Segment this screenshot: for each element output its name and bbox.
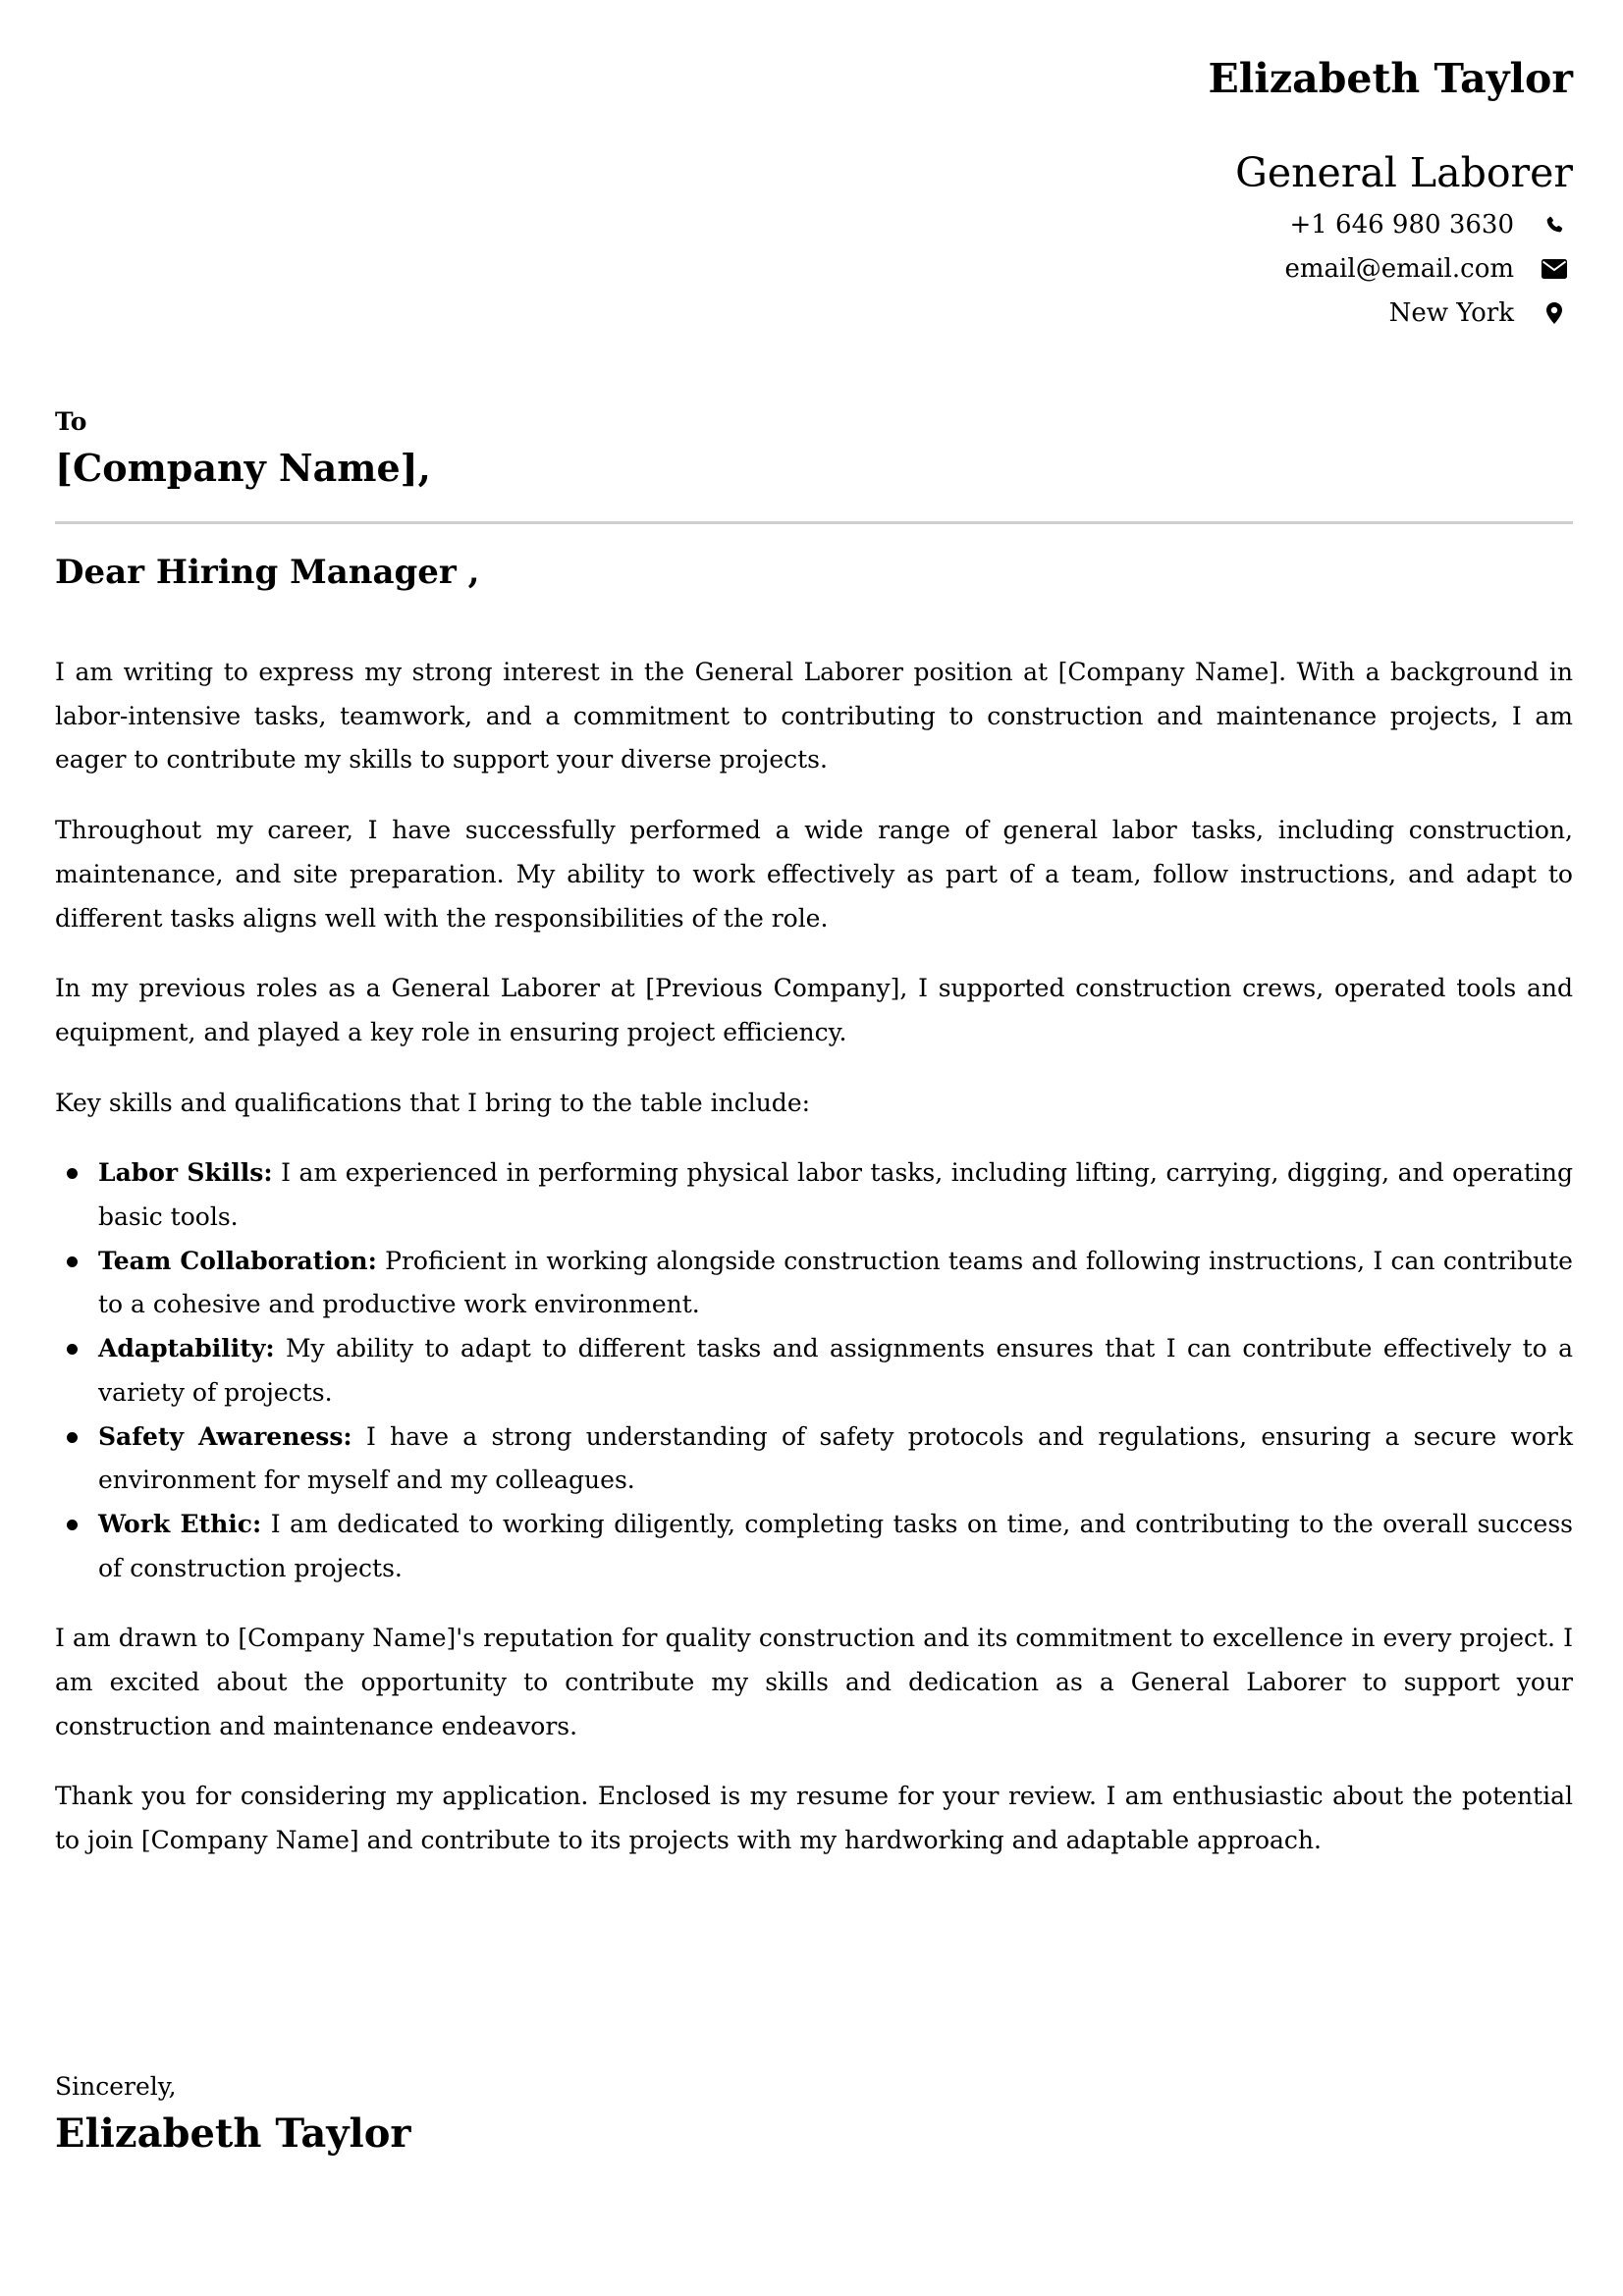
to-label: To bbox=[55, 407, 87, 436]
valediction: Sincerely, bbox=[55, 2072, 177, 2101]
skill-text: I have a strong understanding of safety protocols and regulations, ensuring a secure work environment for myself and my colleagues. bbox=[98, 1421, 1573, 1495]
body-paragraph-3: In my previous roles as a General Laborer at [Previous Company], I supported construction crews, operated tools and equipment, and played a key role in ensuring project efficiency. bbox=[55, 974, 1573, 1046]
body-paragraph-4: Key skills and qualifications that I bring to the table include: bbox=[55, 1088, 811, 1117]
sender-name: Elizabeth Taylor bbox=[1208, 55, 1573, 102]
signature-name: Elizabeth Taylor bbox=[55, 2110, 411, 2157]
map-marker-icon bbox=[1540, 298, 1569, 328]
bullet-icon bbox=[67, 1432, 78, 1443]
skill-item-team-collaboration bbox=[98, 1240, 1573, 1327]
contact-email bbox=[1208, 246, 1573, 291]
phone-icon bbox=[1540, 210, 1569, 240]
envelope-icon bbox=[1540, 254, 1569, 284]
body-paragraph-2: Throughout my career, I have successfully performed a wide range of general labor tasks, including construction, maintenance, and site preparation. My ability to work effectively as part of a team, follow instructions, and adapt to different tasks aligns well with the responsibilities of the role. bbox=[55, 816, 1573, 933]
phone-text: +1 646 980 3630 bbox=[1289, 209, 1514, 240]
skill-item-labor-skills bbox=[98, 1151, 1573, 1239]
skill-label: Labor Skills: bbox=[98, 1158, 273, 1188]
skill-item-safety-awareness bbox=[98, 1415, 1573, 1503]
body-paragraph-5: I am drawn to [Company Name]'s reputation for quality construction and its commitment to excellence in every project. I am excited about the opportunity to contribute my skills and dedication as a General Laborer to support your construction and maintenance endeavors. bbox=[55, 1624, 1573, 1740]
sender-job-title: General Laborer bbox=[1235, 149, 1573, 196]
body-paragraph-6: Thank you for considering my application. Enclosed is my resume for your review. I am enthusiastic about the potential to join [Company Name] and contribute to its projects with my hardworking and adaptable approach. bbox=[55, 1782, 1573, 1855]
bullet-icon bbox=[67, 1168, 78, 1179]
skills-list bbox=[55, 1151, 1573, 1590]
skill-text: Proficient in working alongside construction teams and following instructions, I can contribute to a cohesive and productive work environment. bbox=[98, 1246, 1573, 1319]
bullet-icon bbox=[67, 1344, 78, 1355]
skill-item-adaptability bbox=[98, 1327, 1573, 1415]
skill-label: Safety Awareness: bbox=[98, 1421, 352, 1451]
location-text: New York bbox=[1388, 297, 1514, 328]
letter-body bbox=[55, 651, 1573, 1890]
skill-text: I am experienced in performing physical labor tasks, including lifting, carrying, digging, and operating basic tools. bbox=[98, 1158, 1573, 1232]
skill-label: Work Ethic: bbox=[98, 1509, 262, 1538]
cover-letter-page bbox=[55, 0, 1573, 2296]
contact-phone bbox=[1208, 202, 1573, 246]
skill-text: I am dedicated to working diligently, completing tasks on time, and contributing to the overall success of construction projects. bbox=[98, 1509, 1573, 1582]
letter-header bbox=[1208, 49, 1573, 335]
skill-label: Team Collaboration: bbox=[98, 1246, 377, 1275]
skill-label: Adaptability: bbox=[98, 1334, 275, 1363]
recipient-company: [Company Name], bbox=[55, 446, 431, 490]
email-text: email@email.com bbox=[1284, 253, 1514, 284]
contact-location bbox=[1208, 291, 1573, 335]
bullet-icon bbox=[67, 1520, 78, 1530]
bullet-icon bbox=[67, 1256, 78, 1267]
salutation: Dear Hiring Manager , bbox=[55, 553, 480, 592]
skill-text: My ability to adapt to different tasks and assignments ensures that I can contribute effectively to a variety of projects. bbox=[98, 1334, 1573, 1407]
section-divider bbox=[55, 521, 1573, 524]
body-paragraph-1: I am writing to express my strong interest in the General Laborer position at [Company Name]. With a background in labor-intensive tasks, teamwork, and a commitment to contributing to construction and maintenance projects, I am eager to contribute my skills to support your diverse projects. bbox=[55, 658, 1573, 774]
skill-item-work-ethic bbox=[98, 1503, 1573, 1590]
